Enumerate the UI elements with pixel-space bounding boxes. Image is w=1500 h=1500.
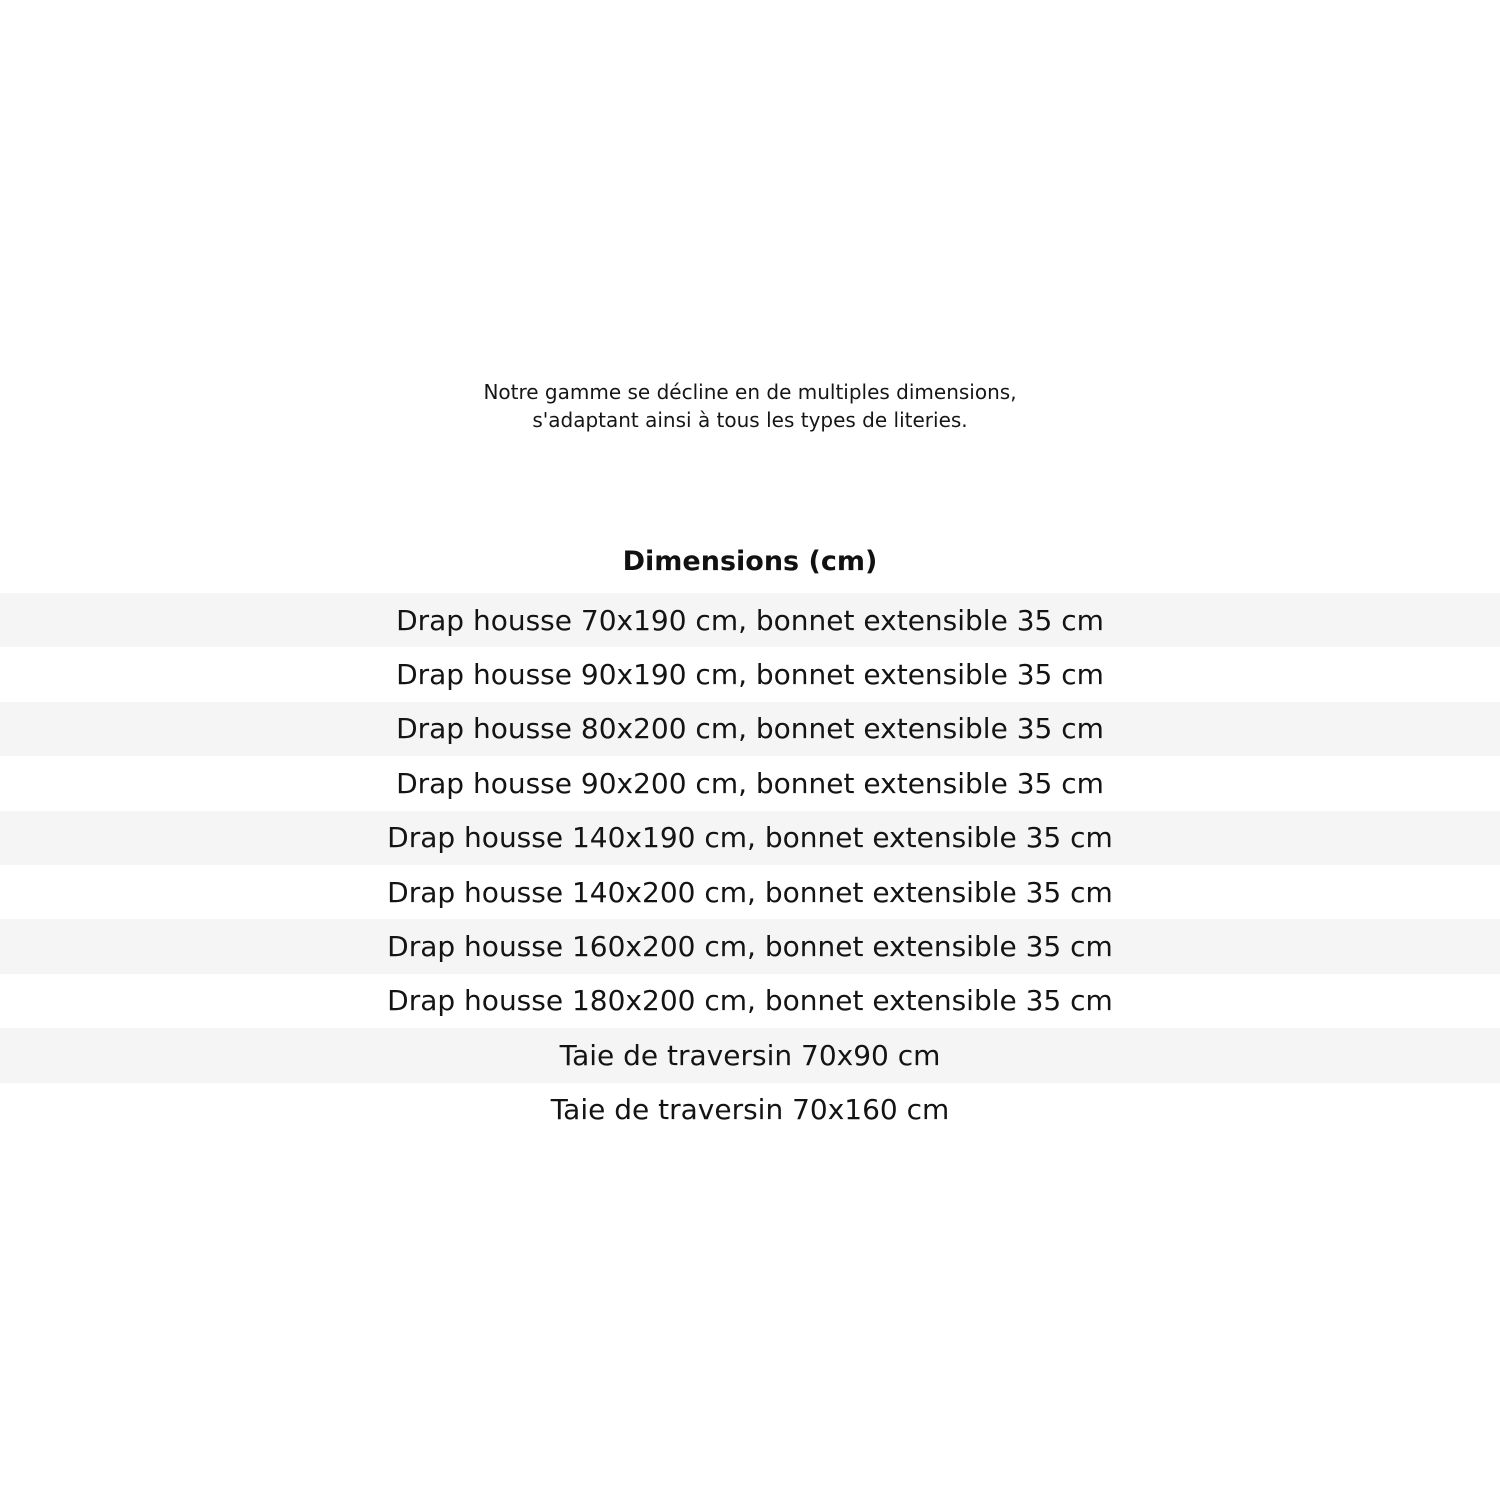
table-row: Drap housse 180x200 cm, bonnet extensible 35 cm <box>387 984 1113 1018</box>
table-row: Drap housse 140x200 cm, bonnet extensible 35 cm <box>387 875 1113 909</box>
table-row: Drap housse 90x200 cm, bonnet extensible 35 cm <box>396 766 1104 800</box>
dimensions-table-title: Dimensions (cm) <box>622 546 878 577</box>
table-row: Drap housse 140x190 cm, bonnet extensible 35 cm <box>0 811 1500 865</box>
table-row: Drap housse 70x190 cm, bonnet extensible 35 cm <box>0 593 1500 647</box>
table-row: Drap housse 80x200 cm, bonnet extensible 35 cm <box>0 702 1500 756</box>
intro-text <box>0 378 1500 434</box>
table-row: Drap housse 160x200 cm, bonnet extensible 35 cm <box>0 919 1500 973</box>
table-row: Drap housse 90x190 cm, bonnet extensible 35 cm <box>396 658 1104 692</box>
table-row: Taie de traversin 70x90 cm <box>0 1028 1500 1082</box>
table-row: Taie de traversin 70x160 cm <box>550 1093 950 1127</box>
intro-line-2: s'adaptant ainsi à tous les types de literies. <box>532 408 968 432</box>
intro-line-1: Notre gamme se décline en de multiples dimensions, <box>483 380 1017 404</box>
dimensions-table <box>0 593 1500 1137</box>
